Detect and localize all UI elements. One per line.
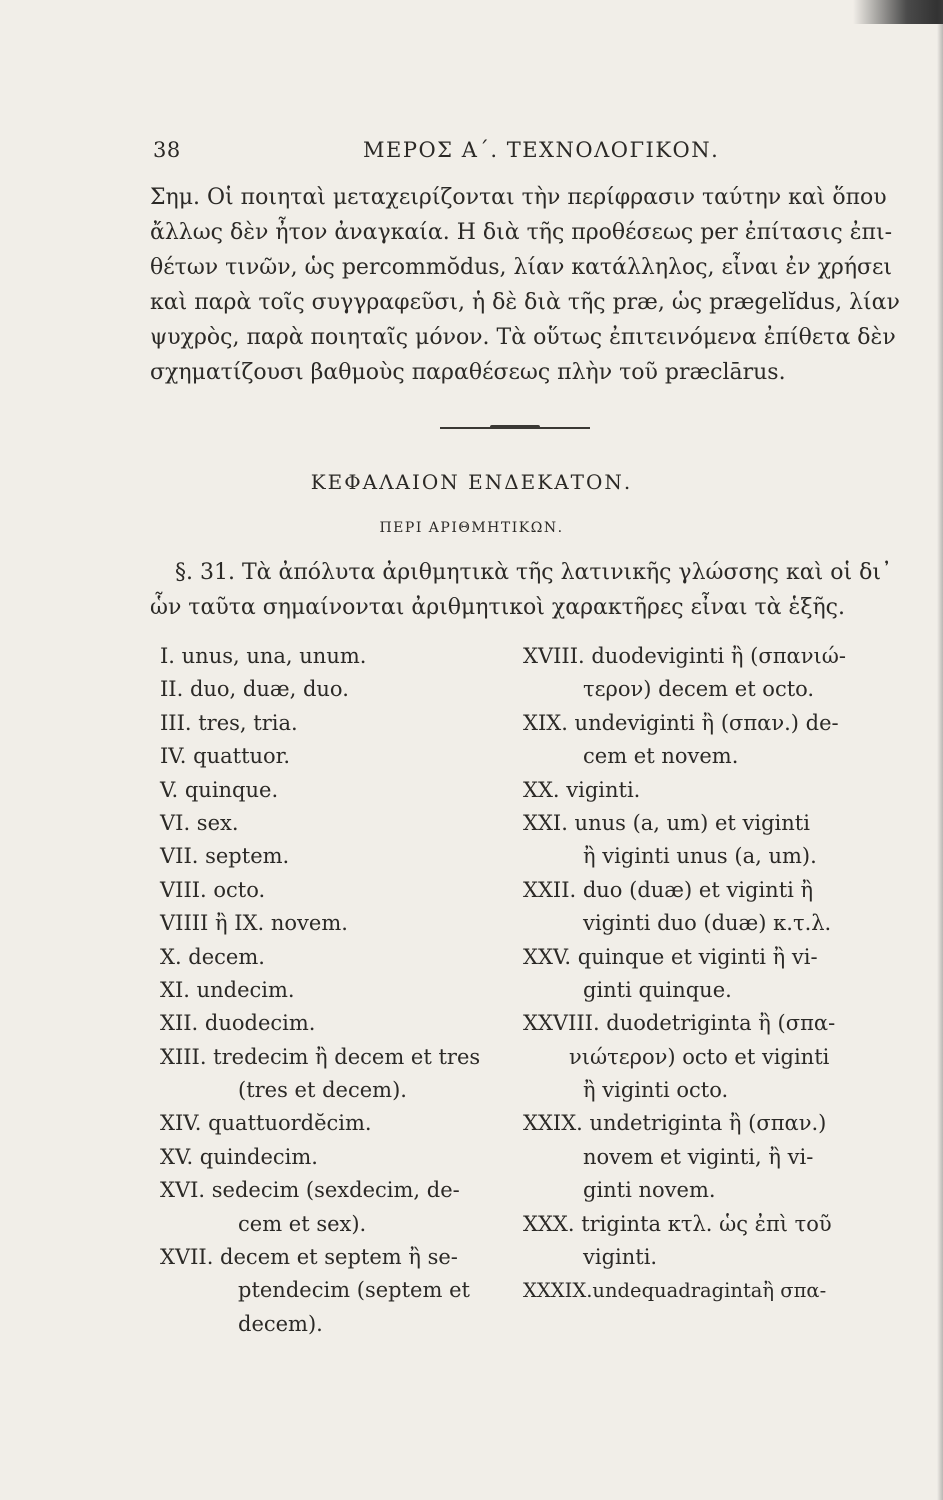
chapter-title: ΚΕΦΑΛΑΙΟΝ ΕΝΔΕΚΑΤΟΝ.: [310, 470, 633, 494]
numeral-entry-continuation: cem et sex).: [238, 1211, 367, 1236]
numeral-entry: II. duo, duæ, duo.: [160, 677, 349, 702]
section-line: ὧν ταῦτα σημαίνονται ἀριθμητικοὶ χαρακτῆρες εἶναι τὰ ἑξῆς.: [150, 595, 845, 620]
note-line: θέτων τινῶν, ὡς percommŏdus, λίαν κατάλληλος, εἶναι ἐν χρήσει: [150, 255, 893, 280]
numeral-entry: V. quinque.: [160, 777, 279, 802]
numeral-entry: XXII. duo (duæ) et viginti ἢ: [523, 877, 814, 902]
numeral-entry-continuation: ginti novem.: [583, 1178, 716, 1203]
section-line: §. 31. Τὰ ἀπόλυτα ἀριθμητικὰ τῆς λατινικῆς γλώσσης καὶ οἱ δι᾽: [175, 560, 892, 585]
numeral-entry: XXIX. undetriginta ἢ (σπαν.): [523, 1111, 827, 1136]
page-number: 38: [153, 138, 181, 162]
numeral-entry: XI. undecim.: [160, 977, 295, 1002]
numeral-entry: XV. quindecim.: [160, 1144, 318, 1169]
numeral-entry: XXI. unus (a, um) et viginti: [523, 810, 810, 835]
numeral-entry: VIII. octo.: [160, 877, 266, 902]
note-line: ψυχρὸς, παρὰ ποιηταῖς μόνον. Τὰ οὕτως ἐπιτεινόμενα ἐπίθετα δὲν: [150, 325, 896, 350]
numeral-entry: XVII. decem et septem ἢ se-: [160, 1245, 458, 1270]
page-edge-shadow-vertical: [937, 0, 943, 1500]
chapter-subtitle: ΠΕΡΙ ΑΡΙΘΜΗΤΙΚΩΝ.: [379, 520, 564, 536]
numeral-entry-continuation: novem et viginti, ἢ vi-: [583, 1144, 814, 1169]
note-line: σχηματίζουσι βαθμοὺς παραθέσεως πλὴν τοῦ præclārus.: [150, 360, 786, 385]
numeral-entry-continuation: ptendecim (septem et: [238, 1278, 470, 1303]
note-paragraph: [150, 180, 900, 390]
numeral-entry: XVI. sedecim (sexdecim, de-: [160, 1178, 460, 1203]
numeral-entry-continuation: ginti quinque.: [583, 977, 732, 1002]
note-line: καὶ παρὰ τοῖς συγγραφεῦσι, ἡ δὲ διὰ τῆς præ, ὡς prægelĭdus, λίαν: [150, 290, 900, 315]
numeral-entry: XIV. quattuordĕcim.: [160, 1111, 372, 1136]
page-header: [153, 138, 873, 178]
numeral-entry-continuation: decem).: [238, 1311, 323, 1336]
numerals-left-column: [160, 640, 520, 1341]
numeral-entry: XXXIX.undequadragintaἢ σπα-: [523, 1279, 827, 1303]
numeral-entry-continuation: ἢ viginti octo.: [583, 1078, 729, 1103]
numeral-entry: XVIII. duodeviginti ἢ (σπανιώ-: [523, 644, 846, 668]
numeral-entry: XIX. undeviginti ἢ (σπαν.) de-: [523, 710, 839, 735]
numeral-entry-continuation: cem et novem.: [583, 744, 739, 769]
page-edge-shadow: [853, 0, 943, 24]
section-paragraph: [150, 555, 892, 625]
numeral-entry-continuation: viginti.: [583, 1245, 658, 1270]
section-divider-swell: [490, 425, 540, 429]
numeral-entry: X. decem.: [160, 944, 265, 969]
numeral-entry: VII. septem.: [160, 844, 290, 869]
numeral-entry-continuation: (tres et decem).: [238, 1078, 407, 1103]
numeral-entry: III. tres, tria.: [160, 710, 298, 735]
numeral-entry: I. unus, una, unum.: [160, 644, 367, 668]
numerals-right-column: [523, 640, 883, 1308]
numeral-entry-continuation: τερον) decem et octo.: [583, 677, 815, 702]
note-line: Σημ. Οἱ ποιηταὶ μεταχειρίζονται τὴν περίφρασιν ταύτην καὶ ὅπου: [150, 185, 887, 210]
numeral-entry-continuation: viginti duo (duæ) κ.τ.λ.: [583, 911, 832, 936]
numeral-entry: VI. sex.: [160, 810, 239, 835]
numeral-entry: VIIII ἢ IX. novem.: [160, 911, 348, 936]
numeral-entry: IV. quattuor.: [160, 744, 291, 769]
numeral-entry: XXX. triginta κτλ. ὡς ἐπὶ τοῦ: [523, 1211, 832, 1236]
note-line: ἄλλως δὲν ἦτον ἀναγκαία. Η διὰ τῆς προθέσεως per ἐπίτασις ἐπι-: [150, 220, 893, 245]
numeral-entry-continuation: ἢ viginti unus (a, um).: [583, 844, 817, 869]
running-head: ΜΕΡΟΣ Α΄. ΤΕΧΝΟΛΟΓΙΚΟΝ.: [363, 138, 720, 162]
numeral-entry: XXVIII. duodetriginta ἢ (σπα-: [523, 1011, 836, 1036]
numeral-entry-continuation: νιώτερον) octo et viginti: [569, 1044, 830, 1069]
numeral-entry: XIII. tredecim ἢ decem et tres: [160, 1044, 481, 1069]
numeral-entry: XX. viginti.: [523, 777, 641, 802]
numeral-entry: XXV. quinque et viginti ἢ vi-: [523, 944, 818, 969]
numeral-entry: XII. duodecim.: [160, 1011, 316, 1036]
